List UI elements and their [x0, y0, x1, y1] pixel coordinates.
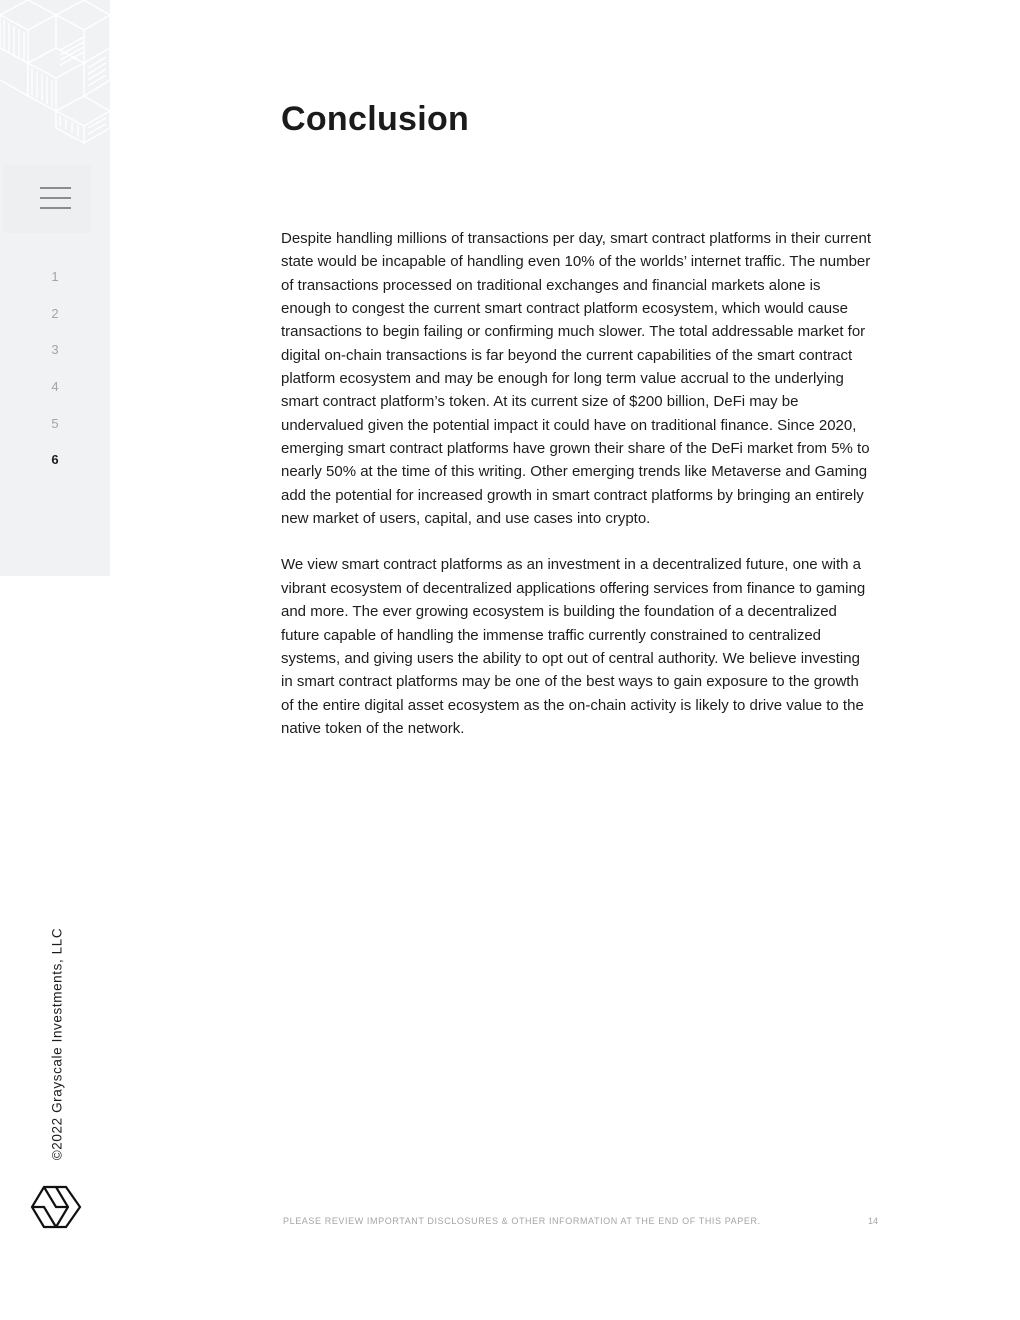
nav-item-3[interactable]: 3: [51, 342, 59, 357]
nav-item-1[interactable]: 1: [51, 269, 59, 284]
cube-pattern-decoration: [0, 0, 110, 145]
nav-item-2[interactable]: 2: [51, 306, 59, 321]
footer-disclaimer: PLEASE REVIEW IMPORTANT DISCLOSURES & OTHER INFORMATION AT THE END OF THIS PAPER.: [283, 1216, 761, 1226]
body-text: [281, 227, 871, 763]
nav-item-4[interactable]: 4: [51, 379, 59, 394]
sidebar: [0, 0, 110, 576]
hamburger-menu-icon[interactable]: [38, 185, 74, 213]
paragraph: Despite handling millions of transactions per day, smart contract platforms in their current state would be incapable of handling even 10% of the worlds’ internet traffic. The number of transactions processed on traditional exchanges and financial markets alone is enough to congest the current smart contract platform ecosystem, which would cause transactions to begin failing or confirming much slower. The total addressable market for digital on-chain transactions is far beyond the current capabilities of the smart contract platform ecosystem and may be enough for long term value accrual to the underlying smart contract platform’s token. At its current size of $200 billion, DeFi may be undervalued given the potential impact it could have on traditional finance. Since 2020, emerging smart contract platforms have grown their share of the DeFi market from 5% to nearly 50% at the time of this writing. Other emerging trends like Metaverse and Gaming add the potential for increased growth in smart contract platforms by bringing an entirely new market of users, capital, and use cases into crypto.: [281, 230, 871, 528]
page-title: Conclusion: [281, 100, 470, 138]
copyright-text: ©2022 Grayscale Investments, LLC: [49, 927, 65, 1161]
nav-item-5[interactable]: 5: [51, 416, 59, 431]
grayscale-logo-icon: [30, 1183, 82, 1231]
page-number: 14: [868, 1216, 879, 1226]
paragraph: We view smart contract platforms as an investment in a decentralized future, one with a vibrant ecosystem of decentralized applications offering services from finance to gaming and more. The ever growing ecosystem is building the foundation of a decentralized future capable of handling the immense traffic currently constrained to centralized systems, and giving users the ability to opt out of central authority. We believe investing in smart contract platforms may be one of the best ways to gain exposure to the growth of the entire digital asset ecosystem as the on-chain activity is likely to drive value to the native token of the network.: [281, 556, 866, 737]
nav-item-6-active[interactable]: 6: [51, 452, 59, 467]
